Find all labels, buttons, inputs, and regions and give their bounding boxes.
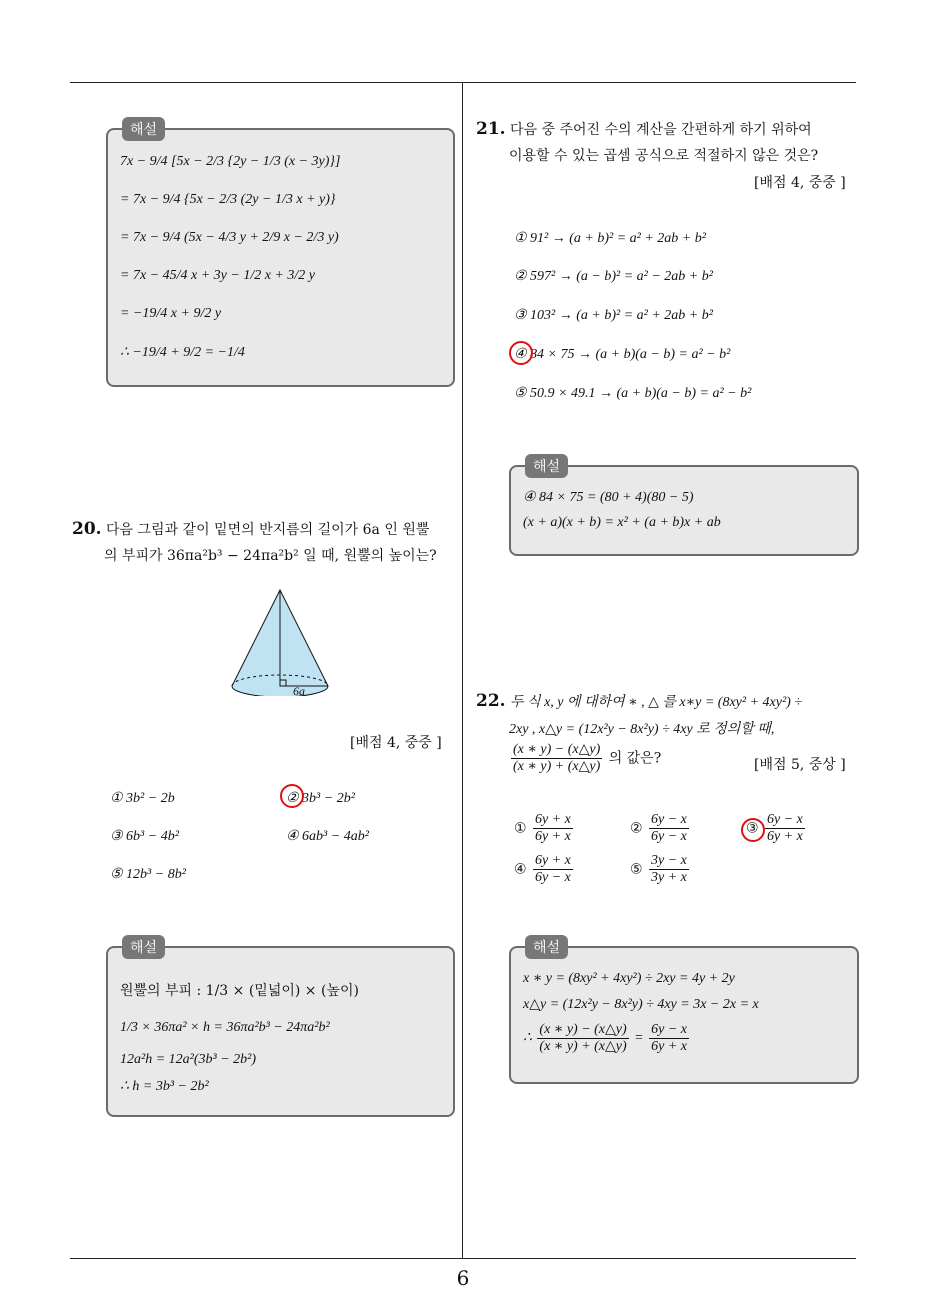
fraction-numerator: 6y + x [535,853,571,868]
q22-choice-1[interactable] [514,812,575,845]
choice-mark: ③ [746,820,759,837]
cone-radius-label: 6a [293,684,305,698]
q20-score: [배점 4, 중중 ] [350,735,442,751]
solution-tag: 해설 [525,935,568,959]
solution-line: 1/3 × 36πa² × h = 36πa²b³ − 24πa²b² [120,1020,330,1035]
q21-question [476,116,858,169]
fraction-denominator: 3y + x [651,870,687,885]
question-number: 22. [476,691,506,711]
q20-choice-4[interactable]: ④ 6ab³ − 4ab² [286,829,369,844]
choice-fraction [765,812,805,845]
fraction-numerator: 6y − x [767,812,803,827]
fraction-numerator: 6y + x [535,812,571,827]
fraction-denominator: 6y + x [767,829,803,844]
q21-choice-3[interactable]: ③ 103² → (a + b)² = a² + 2ab + b² [514,308,713,323]
solution-line: 원뿔의 부피 : 1/3 × (밑넓이) × (높이) [120,983,359,999]
question-text: 이용할 수 있는 곱셈 공식으로 적절하지 않은 것은? [509,148,819,164]
fraction-denominator: 6y − x [651,829,687,844]
choice-mark: ① [514,820,527,837]
answer-circle [280,784,304,808]
therefore-sign: ∴ [523,1030,532,1046]
question-text: 2xy , x△y = (12x²y − 8x²y) ÷ 4xy 로 정의할 때, [509,722,775,737]
q21-choice-4[interactable]: ④ 84 × 75 → (a + b)(a − b) = a² − b² [514,347,731,362]
fraction-denominator: (x ∗ y) + (x△y) [539,1039,627,1054]
choice-fraction [649,812,689,845]
q21-choice-2[interactable]: ② 597² → (a − b)² = a² − 2ab + b² [514,269,713,284]
question-text: 다음 그림과 같이 밑면의 반지름의 길이가 6a 인 원뿔 [106,522,430,538]
q21-choice-1[interactable]: ① 91² → (a + b)² = a² + 2ab + b² [514,231,706,246]
answer-circle [741,818,765,842]
solution-line: x△y = (12x²y − 8x²y) ÷ 4xy = 3x − 2x = x [523,997,759,1012]
solution-line [523,1022,691,1055]
page-number: 6 [456,1266,470,1290]
solution-line: = 7x − 45/4 x + 3y − 1/2 x + 3/2 y [120,268,315,283]
top-rule [70,82,856,83]
q22-choice-4[interactable] [514,853,575,886]
expression-fraction [511,742,602,775]
fraction-numerator: (x ∗ y) − (x△y) [539,1022,627,1037]
column-divider [462,83,463,1258]
q21-score: [배점 4, 중중 ] [754,175,846,191]
q21-solution-box [509,459,859,556]
cone-figure [228,586,333,696]
question-text: 의 값은? [608,750,662,767]
solution-line: 12a²h = 12a²(3b³ − 2b²) [120,1052,257,1067]
fraction-numerator: 3y − x [651,853,687,868]
choice-fraction [649,853,689,886]
solution-line: = −19/4 x + 9/2 y [120,306,222,321]
solution-line: ④ 84 × 75 = (80 + 4)(80 − 5) [523,490,694,505]
q20-choice-1[interactable]: ① 3b² − 2b [110,791,175,806]
result-fraction [649,1022,689,1055]
question-number: 20. [72,519,102,539]
fraction-numerator: (x ∗ y) − (x△y) [513,742,601,757]
fraction-denominator: 6y + x [535,829,571,844]
q20-choice-3[interactable]: ③ 6b³ − 4b² [110,829,179,844]
question-text: 두 식 x, y 에 대하여 ∗ , △ 를 x∗y = (8xy² + 4xy²) ÷ [510,695,803,710]
solution-line: = 7x − 9/4 (5x − 4/3 y + 2/9 x − 2/3 y) [120,230,339,245]
solution-line: x ∗ y = (8xy² + 4xy²) ÷ 2xy = 4y + 2y [523,971,735,986]
fraction-denominator: 6y − x [535,870,571,885]
choice-fraction [533,812,573,845]
fraction-numerator: 6y − x [651,812,687,827]
q22-expression [509,742,661,775]
solution-line: ∴ h = 3b³ − 2b² [120,1079,209,1094]
solution-tag: 해설 [122,935,165,959]
q22-question [476,688,858,743]
solution-line: ∴ −19/4 + 9/2 = −1/4 [120,345,245,360]
question-text: 의 부피가 36πa²b³ − 24πa²b² 일 때, 원뿔의 높이는? [104,548,437,564]
q22-choice-5[interactable] [630,853,691,886]
answer-circle [509,341,533,365]
question-number: 21. [476,119,506,139]
solution-tag: 해설 [525,454,568,478]
q20-choice-5[interactable]: ⑤ 12b³ − 8b² [110,867,186,882]
q22-score: [배점 5, 중상 ] [754,757,846,773]
choice-fraction [533,853,573,886]
solution-line: 7x − 9/4 [5x − 2/3 {2y − 1/3 (x − 3y)}] [120,154,341,169]
solution-line: = 7x − 9/4 {5x − 2/3 (2y − 1/3 x + y)} [120,192,336,207]
choice-mark: ④ [514,861,527,878]
q19-solution-box [106,122,455,387]
fraction-denominator: (x ∗ y) + (x△y) [513,759,601,774]
question-text: 다음 중 주어진 수의 계산을 간편하게 하기 위하여 [510,122,812,138]
q22-solution-box [509,940,859,1084]
solution-fraction [537,1022,628,1055]
solution-tag: 해설 [122,117,165,141]
q20-solution-box [106,940,455,1117]
equals-sign: = [634,1030,644,1046]
fraction-numerator: 6y − x [651,1022,687,1037]
fraction-denominator: 6y + x [651,1039,687,1054]
q22-choice-2[interactable] [630,812,691,845]
choice-mark: ② [630,820,643,837]
q20-question [72,516,452,569]
choice-mark: ⑤ [630,861,643,878]
bottom-rule [70,1258,856,1259]
q20-choice-2[interactable]: ② 3b³ − 2b² [286,791,355,806]
solution-line: (x + a)(x + b) = x² + (a + b)x + ab [523,515,721,530]
q21-choice-5[interactable]: ⑤ 50.9 × 49.1 → (a + b)(a − b) = a² − b² [514,386,752,401]
